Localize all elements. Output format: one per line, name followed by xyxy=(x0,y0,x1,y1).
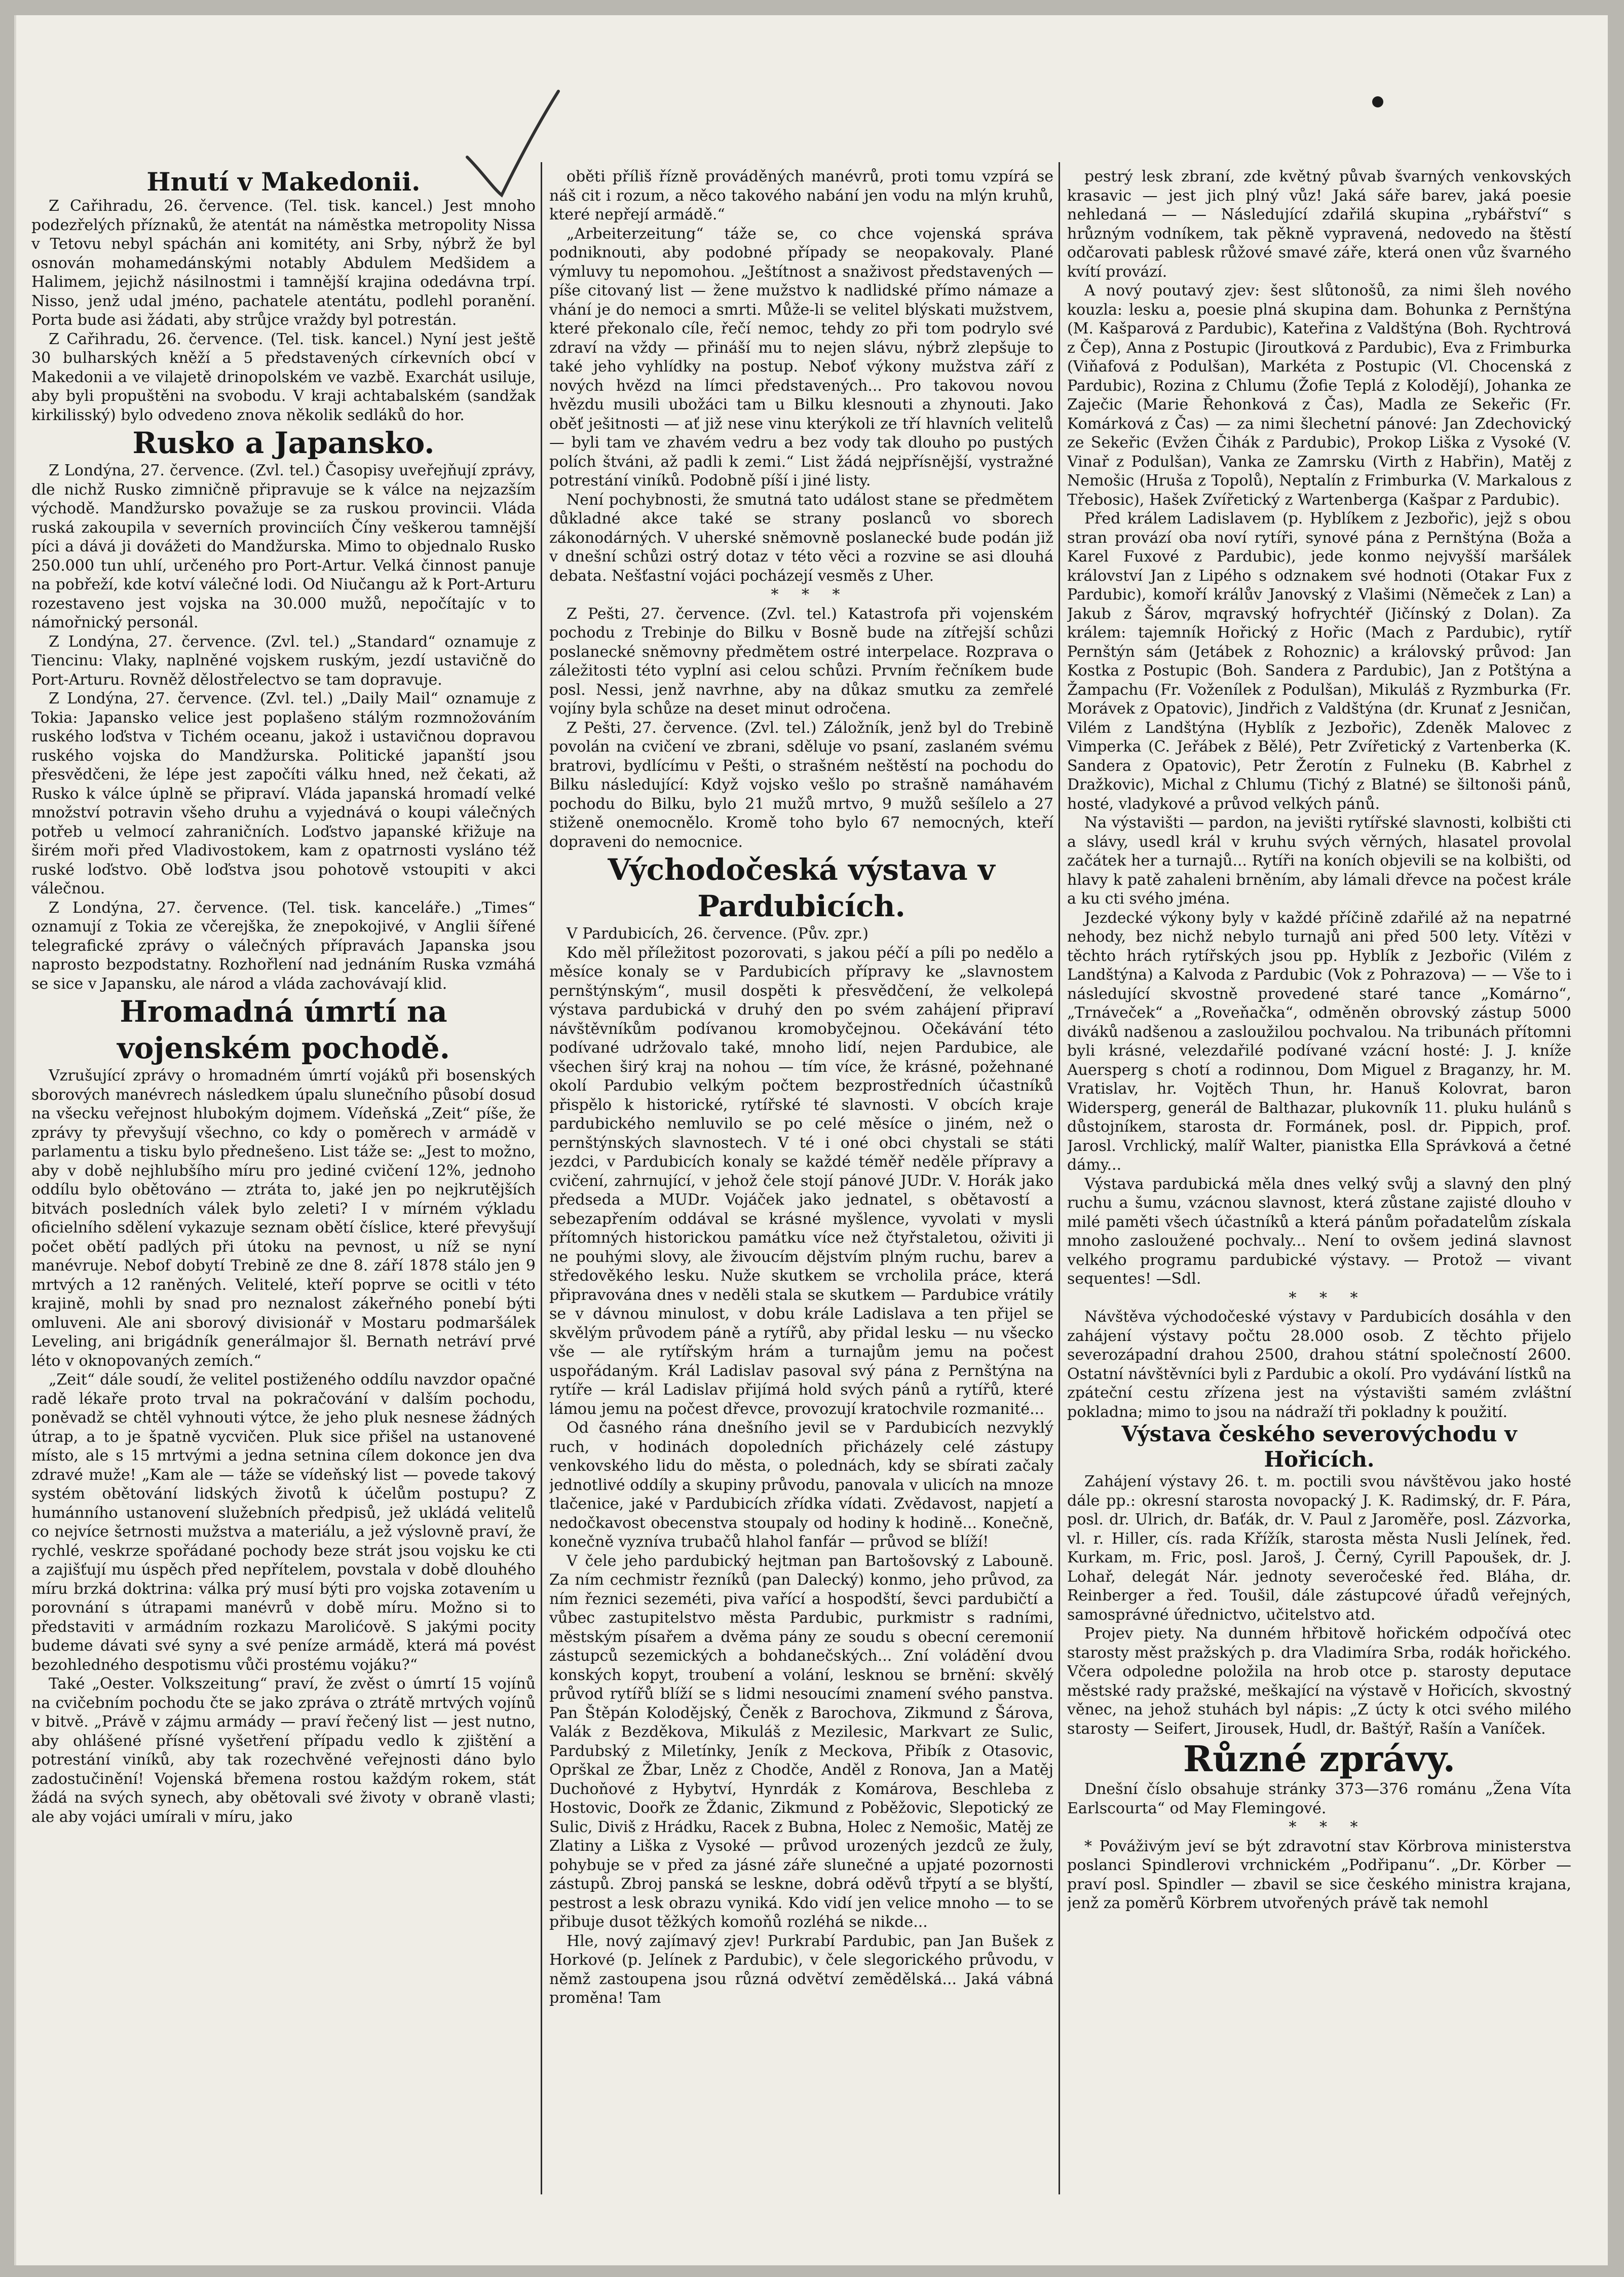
article-paragraph: Na výstavišti — pardon, na jevišti rytířské slavnosti, kolbišti cti a slávy, usedl král v kruhu svých věrných, hlasatel provolal začátek her a turnajů... Rytíři na koních objevili se na kolbišti, od hlavy k patě zahaleni brněním, aby lámali dřevce na počest krále a ku cti svého jména. xyxy=(1067,814,1571,908)
article-paragraph: Od časného rána dnešního jevil se v Pardubicích nezvyklý ruch, v hodinách dopoledních přicházely celé zástupy venkovského lidu do města, o polednách, kdy se sbírati začaly jednotlivé oddíly a skupiny průvodu, panovala v ulicích na mnoze tlačenice, jaké v Pardubicích zřídka vídati. Zvědavost, napjetí a nedočkavost obecenstva stoupaly od hodiny k hodině... Konečně, konečně vyzníva trubačů hlahol fanfár — průvod se blíží! xyxy=(549,1419,1053,1551)
article-paragraph: Z Londýna, 27. července. (Zvl. tel.) „Daily Mail“ oznamuje z Tokia: Japansko velice jest poplašeno stálým rozmnožováním ruského loďstva v Tichém oceanu, jakož i ustavičnou dopravou ruského vojska do Mandžurska. Politické japanští jsou přesvědčeni, že lépe jest započíti válku hned, než čekati, až Rusko k válce úplně se připraví. Vláda japanská hromadí velké množství potravin všeho druhu a vyjednává o koupi válečných potřeb u velmocí zahraničních. Loďstvo japanské křižuje na širém moři před Vladivostokem, kam z opatrnosti vysláno též ruské loďstvo. Obě loďstva jsou pohotově vstoupiti v akci válečnou. xyxy=(31,690,536,898)
article-paragraph: Návštěva východočeské výstavy v Pardubicích dosáhla v den zahájení výstavy počtu 28.000 osob. Z těchto přijelo severozápadní drahou 2500, drahou státní společností 2600. Ostatní návštěvníci byli z Pardubic a okolí. Pro vydávání lístků na zpáteční cestu zřízena jest na výstavišti samém zvláštní pokladna; mimo to jsou na nádraží tři pokladny k použití. xyxy=(1067,1308,1571,1421)
ink-dot xyxy=(1372,96,1383,107)
article-paragraph: Z Londýna, 27. července. (Zvl. tel.) Časopisy uveřejňují zprávy, dle nichž Rusko zimničně připravuje se k válce na nejzazším východě. Mandžursko považuje se za ruskou provincii. Vláda ruská zakoupila v severních provinciích Číny veškerou tamnější píci a dává ji dovážeti do Mandžurska. Mimo to objednalo Rusko 250.000 tun uhlí, určeného pro Port-Artur. Velká činnost panuje na pobřeží, kde kotví válečné lodi. Od Niučangu až k Port-Arturu rozestaveno jest vojska na 30.000 mužů, nepočítajíc v to námořnický personál. xyxy=(31,462,536,631)
newspaper-page xyxy=(14,15,1608,2265)
column-divider xyxy=(541,162,542,2194)
section-separator: * * * xyxy=(1289,1289,1367,1307)
column-divider xyxy=(1059,162,1060,2194)
article-paragraph: oběti příliš řízně prováděných manévrů, proti tomu vzpírá se náš cit i rozum, a něco takového nabání jen vodu na mlýn kruhů, které nepřejí armádě.“ xyxy=(549,168,1053,223)
article-paragraph: Před králem Ladislavem (p. Hyblíkem z Jezbořic), jejž s obou stran provází oba noví rytíři, synové pána z Pernštýna (Boža a Karel Fuxové z Pardubic), jede konmo nejvyšší maršálek království Jan z Lipého s odznakem své hodnoti (Otakar Fux z Pardubic), komoří králův Janovský z Vlašimi (Němeček z Lan) a Jakub z Šárov, mqravský hofrychtéř (Jičínský z Dolan). Za králem: tajemník Hořický z Hořic (Mach z Pardubic), rytíř Pernštýn sám (Jetábek z Rohoznic) a královský průvod: Jan Kostka z Postupic (Boh. Sandera z Pardubic), Jan z Potštýna a Žampachu (Fr. Voženílek z Podulšan), Mikuláš z Ryzmburka (Fr. Morávek z Opatovic), Jindřich z Valdštýna (dr. Krunať z Jesničan, Vilém z Landštýna (Hyblík z Jezbořic), Zdeněk Malovec z Vimperka (C. Jeřábek z Bělé), Petr Zvířetický z Vartenberka (K. Sandera z Opatovic), Petr Žerotín z Fulneku (B. Kabrhel z Dražkovic), Michal z Chlumu (Tichý z Blatné) se šiltonoši pánů, hosté, vladykové a průvod velkých pánů. xyxy=(1067,510,1571,813)
article-paragraph: Výstava pardubická měla dnes velký svůj a slavný den plný ruchu a šumu, vzácnou slavnost, která zůstane zajisté dlouho v milé paměti všech účastníků a která pánům pořadatelům získala mnoho zasloužené pochvaly... Není to ovšem jediná slavnost velkého programu pardubické výstavy. — Protož — vivant sequentes! —Sdl. xyxy=(1067,1175,1571,1288)
article-paragraph: „Zeit“ dále soudí, že velitel postiženého oddílu navzdor opačné radě lékaře proto trval na pokračování v dalším pochodu, poněvadž se chtěl vyhnouti výtce, že jeho pluk nesnese žádných útrap, a to je špatně vycvičen. Pluk sice přišel na ustanovené místo, ale s 15 mrtvými a jedna setnina cílem dokonce jen dva zdravé muže! „Kam ale — táže se vídeňský list — povede takový systém obětování lidských životů k účelům postupu? Z humánního ustanovení služebních předpisů, jež ukládá velitelů co nejvíce šetrnosti mužstva a materiálu, a jež výslovně praví, že rychlé, veskrze spořádané pochody beze strát jsou vojsku ke cti a zajišťují mu úspěch před nepřítelem, povstala v době dlouhého míru brzká doktrina: válka prý musí býti pro vojska zotavením u porovnání s útrapami manévrů v době míru. Možno si to představiti v armádním rozkazu Marolićově. S jakými pocity budeme dávati své syny a své peníze armádě, která má povést bezohledného despotismu vůči prostému vojáku?“ xyxy=(31,1371,536,1674)
article-paragraph: Z Pešti, 27. července. (Zvl. tel.) Katastrofa při vojenském pochodu z Trebinje do Bilku v Bosně bude na zítřejší schůzi poslanecké sněmovny předmětem ostré interpelace. Rozprava o záležitosti této vyplní asi celou schůzi. Prvním řečníkem bude posl. Nessi, jenž navrhne, aby na důkaz smutku za zemřelé vojíny byla schůze na deset minut odročena. xyxy=(549,605,1053,718)
article-paragraph: Není pochybnosti, že smutná tato událost stane se předmětem důkladné akce také se strany poslanců vo sborech zákonodárných. V uherské sněmovně poslanecké bude podán již v dnešní schůzi ostrý dotaz v této věci a rozvine se asi dlouhá debata. Nešťastní vojáci pocházejí vesměs z Uher. xyxy=(549,491,1053,585)
article-paragraph: * Pováživým jeví se být zdravotní stav Körbrova ministerstva poslanci Spindlerovi vrchnickém „Podřipanu“. „Dr. Körber — praví posl. Spindler — zbavil se sice českého ministra krajana, jenž za poměrů Körbrem utvořených právě tak nemohl xyxy=(1067,1837,1571,1912)
article-paragraph: Kdo měl příležitost pozorovati, s jakou péčí a píli po nedělo a měsíce konaly se v Pardubicích přípravy ke „slavnostem pernštýnským“, musil dospěti k přesvědčení, že velkolepá výstava pardubická v druhý den po svém zahájení připraví návštěvníkům podívanou kromobyčejnou. Očekávání této podívané udržovalo také, mnoho lidí, nejen Pardubice, ale všechen širý kraj na nohou — tím více, že krásné, požehnané okolí Pardubio velkým počtem bezprostředních účastníků přispělo k historické, rytířské té slavnosti. V obcích kraje pardubického nemluvilo se po celé měsíce o jiném, než o pernštýnských slavnostech. V té i oné obci chystali se státi jezdci, v Pardubicích konaly se každé téměř neděle přípravy a cvičení, zahrnující, v jehož čele stojí pánové JUDr. V. Horák jako předseda a MUDr. Vojáček jako jednatel, s obětavostí a sebezapřením oddával se krásné myšlence, vyvolati v mysli přítomných historickou památku více než čtyřstaletou, oživiti ji ne pouhými slovy, ale živoucím dějstvím plným ruchu, barev a středověkého lesku. Nuže skutkem se vrcholila práce, která připravována dnes v neděli stala se skutkem — Pardubice vrátily se v dávnou minulost, v dobu krále Ladislava a ten přijel se skvělým průvodem páně a rytířů, aby přidal lesku — nu všecko vše — ale rytířským hrám a turnajům jemu na počest uspořádaným. Král Ladislav pasoval svý pána z Pernštýna na rytíře — král Ladislav přijímá hold svých pánů a rytířů, které lámou jemu na počest dřevce, provozují kratochvile rozmanité... xyxy=(549,944,1053,1418)
article-paragraph: Hle, nový zajímavý zjev! Purkrabí Pardubic, pan Jan Bušek z Horkové (p. Jelínek z Pardubic), v čele slegorického průvodu, v němž zastoupena jsou různá odvětví zemědělská... Jaká vábná proměna! Tam xyxy=(549,1932,1053,2007)
article-paragraph: Z Londýna, 27. července. (Tel. tisk. kanceláře.) „Times“ oznamují z Tokia ze včerejška, že znepokojivé, v Anglii šířené telegrafické zprávy o válečných přípravách Japanska jsou naprosto bezpodstatny. Rozhořlení nad jednáním Ruska vzmáhá se sice v Japansku, ale národ a vláda zachovávají klid. xyxy=(31,899,536,993)
article-paragraph: A nový poutavý zjev: šest slůtonošů, za nimi šleh nového kouzla: lesku a, poesie plná skupina dam. Bohunka z Pernštýna (M. Kašparová z Pardubic), Kateřina z Valdštýna (Boh. Rychtrová z Čep), Anna z Postupic (Jiroutková z Pardubic), Eva z Frimburka (Viňafová z Podulšan), Markéta z Postupic (Vl. Chocenská z Pardubic), Rozina z Chlumu (Žofie Teplá z Kolodějí), Johanka ze Zaječic (Marie Řehonková z Čas), Madla ze Sekeřic (Fr. Komárková z Čas) — za nimi šlechetní pánové: Jan Zdechovický ze Sekeřic (Evžen Čihák z Pardubic), Prokop Liška z Vysoké (V. Vinař z Podulšan), Vanka ze Zamrsku (Virth z Habřin), Matěj z Nemošic (Hruša z Topolů), Neptalín z Frimburka (V. Markalous z Třebosic), Hašek Zvířetický z Wartenberga (Kašpar z Pardubic). xyxy=(1067,282,1571,509)
article-headline: Východočeská výstava v Pardubicích. xyxy=(608,852,995,923)
article-paragraph: pestrý lesk zbraní, zde květný půvab švarných venkovských krasavic — jest jich plný vůz! Jaká sáře barev, jaká poesie nehledaná — — Následující zdařilá skupina „rybářství“ s hrůzným vodníkem, tak pěkně vypravená, nedovedo na štěstí odčarovati pablesk růžové smavé záře, která onen vůz švarného kvítí provází. xyxy=(1067,168,1571,281)
article-headline: Hnutí v Makedonii. xyxy=(146,167,421,197)
article-paragraph: Z Londýna, 27. července. (Zvl. tel.) „Standard“ oznamuje z Tiencinu: Vlaky, naplněné vojskem ruským, jezdí ustavičně do Port-Arturu. Rovněž dělostřelectvo se tam dopravuje. xyxy=(31,632,536,689)
article-headline: Různé zprávy. xyxy=(1183,1738,1456,1780)
section-separator: * * * xyxy=(1289,1818,1367,1836)
article-paragraph: V čele jeho pardubický hejtman pan Bartošovský z Labouně. Za ním cechmistr řezníků (pan Dalecký) konmo, jeho průvod, za ním řeznici sezeméti, piva vařící a hospodští, ševci pardubičtí a vůbec zastupitelstvo města Pardubic, purkmistr s radními, městským písařem a dvěma pány ze soudu s obecní ceremonií zástupců sezemických a bohdanečských... Zní voládění dvou konských kopyt, troubení a volání, lesknou se brnění: skvělý průvod rytířů blíží se s lidmi nesoucími znamení svého panstva. Pan Štěpán Kolodějský, Čeněk z Barochova, Zikmund z Šárova, Valák z Bezděkova, Mikuláš z Mezilesic, Markvart ze Sulic, Pardubský z Miletínky, Jeník z Meckova, Přibík z Otasovic, Oprškal ze Žbar, Lněz z Chodče, Anděl z Ronova, Jan a Matěj Duchoňové z Hybytví, Hynrdák z Komárova, Beschleba z Hostovic, Doořk ze Ždanic, Zikmund z Poběžovic, Slepotický ze Sulic, Diviš z Hrádku, Racek z Bubna, Holec z Nemošic, Matěj ze Zlatiny a Liška z Vysoké — průvod urozených jezdců ze žuly, pohybuje se v před za jásné záře slunečné a upjaté pozornosti zástupů. Zbroj panská se leskne, dobrá oděvů třpytí a se blyští, pestrost a lesk obrazu vyniká. Kdo vidí jen velice mnoho — to se přibuje dusot těžkých komoňů rozléhá se nikde... xyxy=(549,1552,1053,1931)
article-paragraph: Z Pešti, 27. července. (Zvl. tel.) Záložník, jenž byl do Trebině povolán na cvičení ve zbrani, sděluje vo psaní, zaslaném svému bratrovi, bydlícímu v Pešti, o strašném neštěstí na pochodu do Bilku následující: Když vojsko vešlo po strašně namáhavém pochodu do Bilku, bylo 21 mužů mrtvo, 9 mužů sešílelo a 27 stiženě onemocnělo. Kromě toho bylo 67 nemocných, kteří dopraveni do nemocnice. xyxy=(549,719,1053,851)
article-paragraph: Projev piety. Na dunném hřbitově hořickém odpočívá otec starosty měst pražských p. dra Vladimíra Srba, rodák hořického. Včera odpoledne položila na hrob otce p. starosty deputace městské rady pražské, meškající na výstavě v Hořicích, skvostný věnec, na jehož stuhách byl nápis: „Z úcty k otci svého milého starosty — Seifert, Jirousek, Hudl, dr. Baštýř, Rašín a Vaníček. xyxy=(1067,1625,1571,1738)
article-paragraph: Také „Oester. Volkszeitung“ praví, že zvěst o úmrtí 15 vojínů na cvičebním pochodu čte se jako zpráva o ztrátě mrtvých vojínů v bitvě. „Právě v zájmu armády — praví řečený list — jest nutno, aby ohlášené přísné vyšetření případu vedlo k zjištění a potrestání viníků, aby tak rozechvěné veřejnosti dáno bylo zadostučinění! Vojenská břemena rostou každým rokem, stát žádá na svých synech, aby obětovali své životy v obraně vlasti; ale aby vojáci umírali v míru, jako xyxy=(31,1675,536,1826)
article-paragraph: Vzrušující zprávy o hromadném úmrtí vojáků při bosenských sborových manévrech následkem úpalu slunečního působí dosud na všecku veřejnost hlubokým dojmem. Vídeňská „Zeit“ píše, že zprávy ty převyšují všechno, co kdy o poměrech v armádě v parlamentu a tisku bylo přednešeno. List táže se: „Jest to možno, aby v době nejhlubšího míru pro jediné cvičení 12%, jednoho oddílu bylo obětováno — ztráta to, jaké jen po nejkrutějších bitvách posledních válek bylo zeleti? I v mírném výkladu oficielního sdělení vykazuje seznam obětí číslice, které převyšují počet obětí padlých při útoku na pevnost, u níž se nyní manévruje. Nebof dobytí Trebině ze dne 8. září 1878 stálo jen 9 mrtvých a 12 raněných. Velitelé, kteří poprve se ocitli v této krajině, mohli by snad pro neznalost zákeřného ponebí býti omluveni. Ale ani sborový divisionář v Mostaru podmaršálek Leveling, ani brigádník generálmajor šl. Bernath netráví prvé léto v oknopovaných zemích.“ xyxy=(31,1067,536,1370)
column-2 xyxy=(549,167,1053,2194)
article-paragraph: „Arbeiterzeitung“ táže se, co chce vojenská správa podniknouti, aby podobné případy se neopakovaly. Plané výmluvy tu nepomohou. „Ještítnost a snaživost představených — píše citovaný list — žene mužstvo k nadlidské přímo námaze a vhání je do nemoci a smrti. Může-li se velitel blýskati mužstvem, které překonalo cíle, řečí nemoc, tehdy zo při tom podrylo své zdraví na vždy — přináší mu to nejen slávu, nýbrž zlepšuje to také jeho vyhlídky na postup. Neboť výkony mužstva září z nových hvězd na límci představených... Pro takovou novou hvězdu musili ubožáci tam u Bilku klesnouti a zhynouti. Jako oběť ješitnosti — ať již nese vinu kterýkoli ze tří hlavních velitelů — byli tam ve zhavém vedru a bez vody tak dlouho po pustých polích štváni, až padli k zemi.“ List žádá nejpřísnější, vystražné potrestání viníků. Podobně píší i jiné listy. xyxy=(549,225,1053,490)
article-headline: Rusko a Japansko. xyxy=(132,426,435,460)
article-paragraph: Dnešní číslo obsahuje stránky 373—376 románu „Žena Víta Earlscourta“ od May Flemingové. xyxy=(1067,1780,1571,1817)
article-paragraph: Z Cařihradu, 26. července. (Tel. tisk. kancel.) Jest mnoho podezřelých příznaků, že atentát na náměstka metropolity Nissa v Tetovu nebyl spáchán ani komitéty, ani Srby, nýbrž že byl osnován mohamedánskými notably Abdulem Medšidem a Halimem, jejichž násilnostmi i tamnější krajina odedávna trpí. Nisso, jenž udal jméno, pachatele atentátu, podlehl poranění. Porta bude asi žádati, aby strůjce vraždy byl potrestán. xyxy=(31,197,536,329)
article-headline: Výstava českého severovýchodu v Hořicích. xyxy=(1121,1422,1517,1472)
article-paragraph: Z Cařihradu, 26. července. (Tel. tisk. kancel.) Nyní jest ještě 30 bulharských kněží a 5 představených církevních obcí v Makedonii a ve vilajetě drinopolském ve vazbě. Exarchát usiluje, aby byli propuštěni na svobodu. V kraji achtabalském (sandžak kirkilisský) bylo odvedeno znova několik sedláků do hor. xyxy=(31,330,536,424)
article-paragraph: Jezdecké výkony byly v každé příčině zdařilé až na nepatrné nehody, bez nichž nebylo turnajů ani před 500 lety. Vítězi v těchto hrách rytířských jsou pp. Hyblík z Jezbořic (Vilém z Landštýna) a Kalvoda z Pardubic (Vok z Pohrazova) — — Vše to i následující skvostně provedené staré tance „Komárno“, „Trnáveček“ a „Roveňačka“, odměněn obrovský zástup 5000 diváků nadšenou a zasloužilou pochvalou. Na tribunách přítomni byli krásné, velezdařilé podívané vzácní hosté: J. J. kníže Auersperg s chotí a rodinnou, Dom Miguel z Braganzy, hr. M. Vratislav, hr. Vojtěch Thun, hr. Hanuš Kolovrat, baron Widersperg, generál de Balthazar, plukovník 11. pluku hulánů s důstojníkem, starosta dr. Formánek, posl. dr. Pippich, prof. Jarosl. Vrchlický, malíř Walter, pianistka Ella Správková a četné dámy... xyxy=(1067,909,1571,1174)
column-3 xyxy=(1067,167,1571,2194)
section-separator: * * * xyxy=(771,586,849,604)
column-1 xyxy=(31,167,536,2194)
article-paragraph: Zahájení výstavy 26. t. m. poctili svou návštěvou jako hosté dále pp.: okresní starosta novopacký J. K. Radimský, dr. F. Pára, posl. dr. Ulrich, dr. Baťák, dr. V. Paul z Jaroměře, posl. Zázvorka, vl. r. Hiller, cís. rada Křížík, starosta města Nusli Jelínek, řed. Kurkam, m. Fric, posl. Jaroš, J. Černý, Cyrill Papoušek, dr. J. Lohař, delegát Nár. jednoty severočeské řed. Bláha, dr. Reinberger a řed. Toušil, dále zástupcové úřadů veřejných, samosprávné úřednictvo, učitelstvo atd. xyxy=(1067,1473,1571,1624)
article-paragraph: V Pardubicích, 26. července. (Pův. zpr.) xyxy=(566,925,868,943)
article-headline: Hromadná úmrtí na vojenském pochodě. xyxy=(117,994,450,1065)
